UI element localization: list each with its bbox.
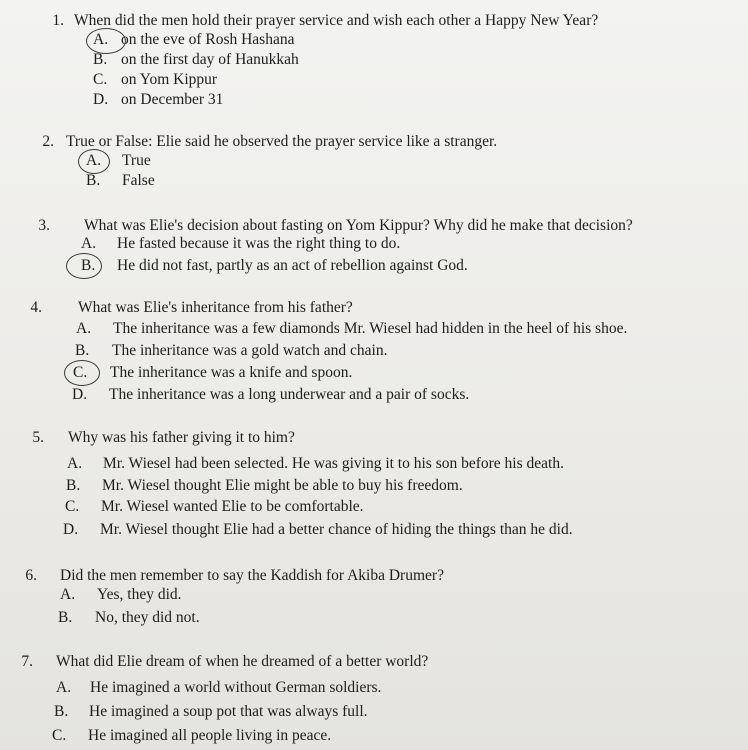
q5-option-d: D. Mr. Wiesel thought Elie had a better chance of hiding the things than he did. [63,521,573,538]
question-stem: Why was his father giving it to him? [68,429,295,446]
question-number: 4. [30,299,42,316]
question-2 [32,132,712,152]
q3-option-a: A. He fasted because it was the right thing to do. [81,235,401,252]
q4-option-a: A. The inheritance was a few diamonds Mr. Wiesel had hidden in the heel of his shoe. [76,320,628,337]
q4-option-d: D. The inheritance was a long underwear and a pair of socks. [72,386,470,403]
q7-option-c: C. He imagined all people living in peace. [52,727,332,744]
q3-option-b: B. He did not fast, partly as an act of rebellion against God. [81,257,468,274]
q2-option-b: B. False [86,172,155,189]
question-number: 6. [25,567,37,584]
question-4 [20,298,720,318]
q5-option-b: B. Mr. Wiesel thought Elie might be able to buy his freedom. [66,477,463,494]
q4-option-c: C. The inheritance was a knife and spoon. [73,364,353,381]
question-stem: What did Elie dream of when he dreamed of a better world? [56,653,429,670]
question-stem: What was Elie's inheritance from his father? [78,299,353,316]
q7-option-a: A. He imagined a world without German soldiers. [56,679,382,696]
q1-option-d: D. on December 31 [93,91,224,108]
question-stem: What was Elie's decision about fasting on Yom Kippur? Why did he make that decision? [84,217,633,234]
q1-option-a: A. on the eve of Rosh Hashana [93,31,295,48]
question-stem: Did the men remember to say the Kaddish for Akiba Drumer? [60,567,444,584]
question-5 [10,428,710,448]
question-1 [42,11,722,31]
question-number: 3. [38,217,50,234]
question-number: 5. [32,429,44,446]
q4-option-b: B. The inheritance was a gold watch and chain. [75,342,388,359]
question-stem: When did the men hold their prayer service and wish each other a Happy New Year? [74,12,599,29]
question-number: 1. [52,12,64,29]
q5-option-c: C. Mr. Wiesel wanted Elie to be comfortable. [65,498,364,515]
question-3 [28,216,728,236]
q7-option-b: B. He imagined a soup pot that was always full. [54,703,368,720]
q1-option-b: B. on the first day of Hanukkah [93,51,299,68]
question-stem: True or False: Elie said he observed the prayer service like a stranger. [66,133,498,150]
question-number: 2. [42,133,54,150]
q2-option-a: A. True [86,152,151,169]
question-7 [0,652,700,672]
question-number: 7. [21,653,33,670]
q6-option-b: B. No, they did not. [58,609,200,626]
q6-option-a: A. Yes, they did. [60,586,182,603]
q5-option-a: A. Mr. Wiesel had been selected. He was giving it to his son before his death. [67,455,564,472]
question-6 [4,566,704,586]
q1-option-c: C. on Yom Kippur [93,71,218,88]
